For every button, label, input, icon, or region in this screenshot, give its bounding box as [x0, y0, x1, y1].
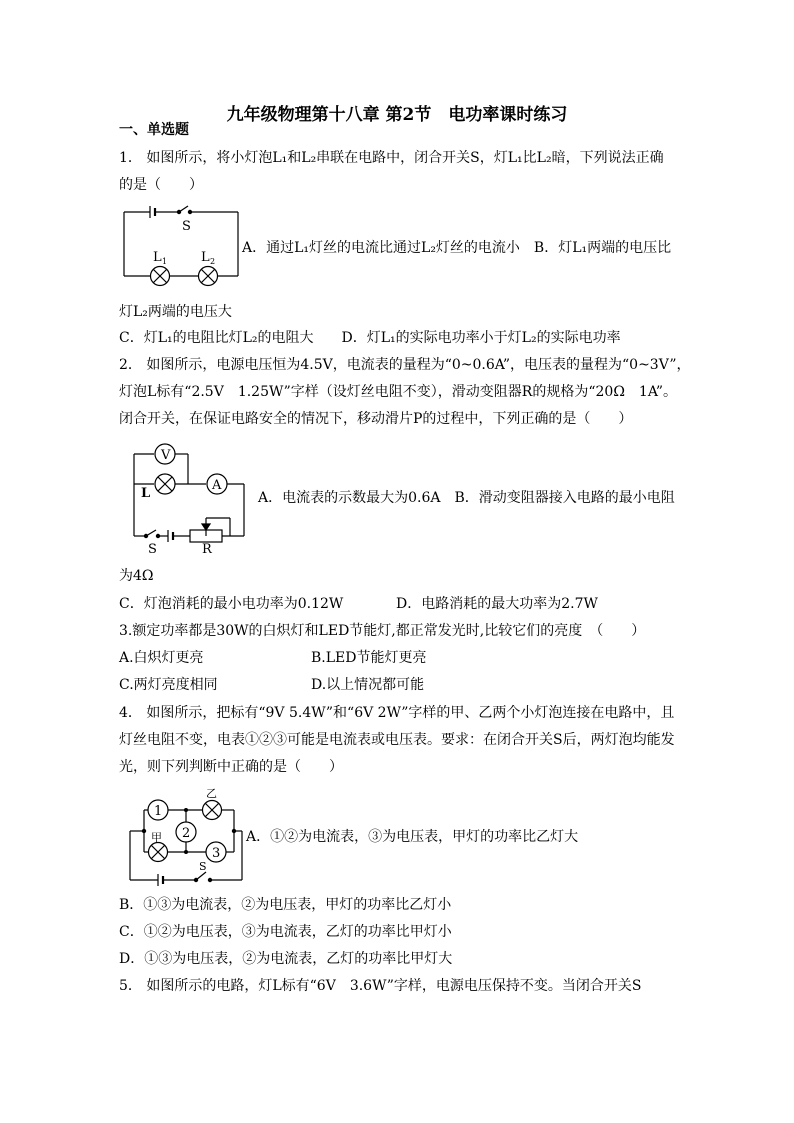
q4-option-b: B．①③为电流表，②为电压表，甲灯的功率比乙灯小	[119, 897, 452, 913]
q2-ammeter-label: A	[212, 478, 222, 493]
q3-stem: 3.额定功率都是30W的白炽灯和LED节能灯,都正常发光时,比较它们的亮度 （ ）	[119, 623, 646, 639]
q2-stem-line2: 灯泡L标有“2.5V 1.25W”字样（设灯丝电阻不变），滑动变阻器R的规格为“20Ω 1A”。	[119, 384, 678, 400]
q4-stem-line1: 4． 如图所示，把标有“9V 5.4W”和“6V 2W”字样的甲、乙两个小灯泡连接在电路中，且	[119, 705, 675, 721]
q2-stem-line1: 2． 如图所示，电源电压恒为4.5V，电流表的量程为“0~0.6A”，电压表的量程为“0~3V”，	[119, 357, 691, 373]
q2-option-c: C．灯泡消耗的最小电功率为0.12W	[119, 596, 344, 612]
q1-lamp1-label: L	[153, 250, 162, 265]
q2-circuit-diagram	[124, 440, 254, 555]
q4-option-a: A．①②为电流表，③为电压表，甲灯的功率比乙灯大	[246, 829, 579, 845]
q1-switch-label: S	[182, 219, 191, 234]
q4-lamp-jia-label: 甲	[151, 831, 162, 844]
q4-meter-1-label: 1	[154, 804, 163, 819]
q5-stem-line1: 5． 如图所示的电路，灯L标有“6V 3.6W”字样，电源电压保持不变。当闭合开关S	[119, 978, 642, 994]
q4-lamp-yi-label: 乙	[206, 787, 217, 800]
q2-stem-line3: 闭合开关，在保证电路安全的情况下，移动滑片P的过程中，下列正确的是（ ）	[119, 411, 633, 427]
q2-voltmeter-label: V	[161, 448, 171, 463]
q2-rheostat-label: R	[202, 542, 212, 557]
q3-option-b: B.LED节能灯更亮	[311, 650, 427, 666]
q3-option-c: C.两灯亮度相同	[119, 677, 218, 693]
q2-lamp-label: L	[141, 486, 151, 501]
q1-options-cd: C．灯L₁的电阻比灯L₂的电阻大 D．灯L₁的实际电功率小于灯L₂的实际电功率	[119, 330, 621, 346]
q1-stem-line2: 的是（ ）	[119, 177, 203, 193]
q1-options-ab: A．通过L₁灯丝的电流比通过L₂灯丝的电流小 B．灯L₁两端的电压比	[242, 240, 672, 256]
q4-meter-3-label: 3	[212, 846, 221, 861]
q1-stem-line1: 1． 如图所示，将小灯泡L₁和L₂串联在电路中，闭合开关S，灯L₁比L₂暗，下列说法正确	[119, 150, 664, 166]
q4-switch-label: S	[199, 860, 207, 873]
worksheet-title: 九年级物理第十八章 第2节 电功率课时练习	[226, 105, 568, 125]
q1-lamp2-subscript: 2	[210, 257, 216, 266]
q3-option-d: D.以上情况都可能	[311, 677, 425, 693]
q4-stem-line2: 灯丝电阻不变，电表①②③可能是电流表或电压表。要求：在闭合开关S后，两灯泡均能发	[119, 732, 675, 748]
q2-option-b-continued: 为4Ω	[119, 568, 154, 584]
q4-option-c: C．①②为电压表，③为电流表，乙灯的功率比甲灯小	[119, 924, 452, 940]
q2-options-ab: A．电流表的示数最大为0.6A B．滑动变阻器接入电路的最小电阻	[258, 490, 675, 506]
q2-switch-label: S	[148, 542, 157, 557]
q4-option-d: D．①③为电压表，②为电流表，乙灯的功率比甲灯大	[119, 951, 453, 967]
q1-lamp2-label: L	[201, 250, 210, 265]
q1-circuit-diagram	[122, 200, 242, 280]
q1-option-b-continued: 灯L₂两端的电压大	[119, 304, 232, 320]
q4-meter-2-label: 2	[182, 826, 191, 841]
q4-circuit-diagram	[124, 784, 246, 888]
q1-lamp1-subscript: 1	[162, 257, 168, 266]
q3-option-a: A.白炽灯更亮	[119, 650, 204, 666]
q4-stem-line3: 光，则下列判断中正确的是（ ）	[119, 759, 343, 775]
section-heading: 一、单选题	[119, 122, 189, 138]
q2-option-d: D．电路消耗的最大功率为2.7W	[396, 596, 598, 612]
